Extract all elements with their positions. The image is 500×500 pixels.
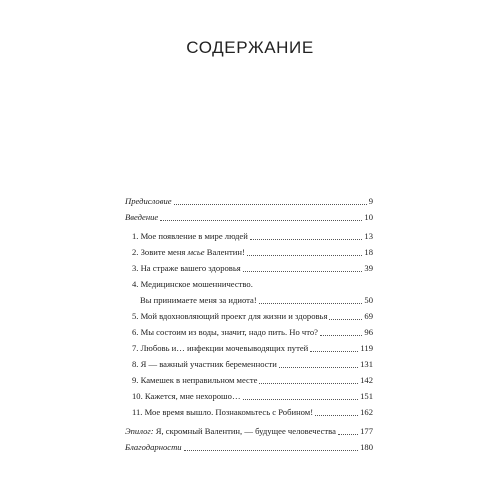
toc-entry-chapter-1 <box>125 231 373 242</box>
toc-entry-label: Благодарности <box>125 442 182 452</box>
leader-dots <box>250 239 363 240</box>
toc-entry-label: 6. Мы состоим из воды, значит, надо пить. Но что? <box>132 327 318 337</box>
toc-entry-label: 7. Любовь и… инфекции мочевыводящих путей <box>132 343 309 353</box>
toc-entry-introduction <box>125 212 373 223</box>
toc-entry-chapter-3 <box>125 263 373 274</box>
toc-entry-page: 13 <box>364 231 373 241</box>
toc-entry-chapter-11 <box>125 407 373 418</box>
toc-entry-page: 131 <box>360 359 373 369</box>
leader-dots <box>259 303 363 304</box>
leader-dots <box>310 351 358 352</box>
label-part: 2. Зовите меня <box>132 247 188 257</box>
toc-entry-epilogue <box>125 426 373 437</box>
leader-dots <box>174 204 367 205</box>
label-emphasis: мсье <box>187 247 205 257</box>
leader-dots <box>243 271 363 272</box>
toc-entry-label: 11. Мое время вышло. Познакомьтесь с Робином! <box>132 407 314 417</box>
toc-entry-chapter-9 <box>125 375 373 386</box>
leader-dots <box>259 383 358 384</box>
toc-entry-label: Предисловие <box>125 196 172 206</box>
toc-entry-acknowledgements <box>125 442 373 453</box>
toc-entry-preface <box>125 196 373 207</box>
toc-entry-label: 8. Я — важный участник беременности <box>132 359 277 369</box>
toc-entry-label: Введение <box>125 212 159 222</box>
leader-dots <box>279 367 358 368</box>
label-part: Я, скромный Валентин, — будущее человечества <box>153 426 336 436</box>
leader-dots <box>315 415 358 416</box>
toc-entry-page: 142 <box>360 375 373 385</box>
toc-entry-label: 10. Кажется, мне нехорошо… <box>132 391 241 401</box>
leader-dots <box>329 319 362 320</box>
toc-entry-page: 151 <box>360 391 373 401</box>
label-emphasis: Эпилог: <box>125 426 154 436</box>
toc-entry-page: 9 <box>368 196 373 206</box>
toc-entry-label: 4. Медицинское мошенничество. <box>132 279 253 289</box>
toc-entry-label: 3. На страже вашего здоровья <box>132 263 241 273</box>
toc-entry-label: Вы принимаете меня за идиота! <box>140 295 257 305</box>
leader-dots <box>243 399 359 400</box>
toc-entry-page: 162 <box>360 407 373 417</box>
toc-entry-label: 5. Мой вдохновляющий проект для жизни и здоровья <box>132 311 328 321</box>
toc-entry-chapter-4-continued <box>125 295 373 306</box>
table-of-contents <box>125 196 373 453</box>
leader-dots <box>160 220 362 221</box>
leader-dots <box>247 255 363 256</box>
toc-entry-label <box>125 426 336 437</box>
toc-entry-chapter-8 <box>125 359 373 370</box>
toc-entry-label <box>132 247 245 258</box>
toc-entry-chapter-4 <box>125 279 373 290</box>
label-part: Валентин! <box>204 247 245 257</box>
toc-entry-page: 10 <box>364 212 373 222</box>
toc-entry-page: 18 <box>364 247 373 257</box>
toc-entry-chapter-6 <box>125 327 373 338</box>
toc-entry-chapter-5 <box>125 311 373 322</box>
toc-entry-label: 1. Мое появление в мире людей <box>132 231 248 241</box>
toc-entry-label: 9. Камешек в неправильном месте <box>132 375 258 385</box>
toc-entry-chapter-7 <box>125 343 373 354</box>
toc-entry-page: 69 <box>364 311 373 321</box>
page-title: СОДЕРЖАНИЕ <box>186 38 314 57</box>
toc-entry-chapter-10 <box>125 391 373 402</box>
toc-entry-chapter-2 <box>125 247 373 258</box>
toc-entry-page: 50 <box>364 295 373 305</box>
leader-dots <box>320 335 362 336</box>
toc-entry-page: 96 <box>364 327 373 337</box>
leader-dots <box>338 434 358 435</box>
toc-entry-page: 180 <box>360 442 373 452</box>
toc-entry-page: 39 <box>364 263 373 273</box>
leader-dots <box>184 450 359 451</box>
toc-entry-page: 119 <box>360 343 373 353</box>
toc-entry-page: 177 <box>360 426 373 436</box>
